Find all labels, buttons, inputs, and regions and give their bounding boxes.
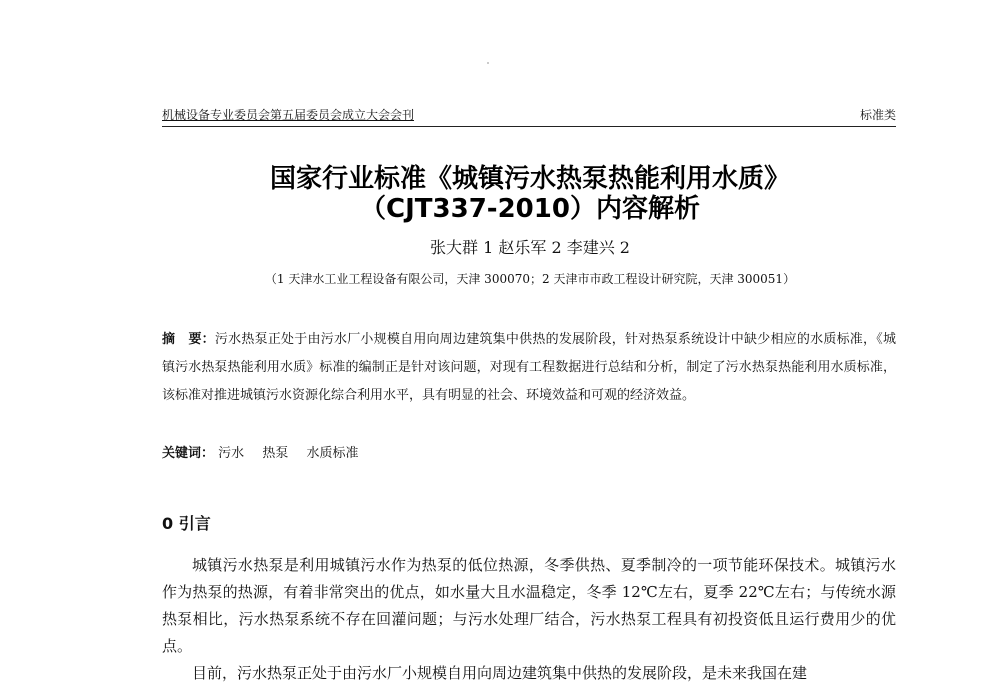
keywords [162,442,372,466]
paper-title-line-2: （CJT337-2010）内容解析 [360,194,700,224]
abstract-text: 污水热泵正处于由污水厂小规模自用向周边建筑集中供热的发展阶段，针对热泵系统设计中缺少相应的水质标准，《城镇污水热泵热能利用水质》标准的编制正是针对该问题，对现有工程数据进行总结和分析，制定了污水热泵热能利用水质标准，该标准对推进城镇污水资源化综合利用水平，具有明显的社会、环境效益和可观的经济效益。 [162,332,896,403]
keyword: 水质标准 [306,446,359,461]
paper-title-line-1: 国家行业标准《城镇污水热泵热能利用水质》 [269,164,790,194]
body-text [162,552,896,687]
keyword: 污水 [218,446,245,461]
keyword: 热泵 [262,446,289,461]
body-paragraph: 目前，污水热泵正处于由污水厂小规模自用向周边建筑集中供热的发展阶段，是未来我国在建 [192,664,808,682]
running-header-category: 标准类 [859,108,896,122]
author-affiliations: （1 天津水工业工程设备有限公司，天津 300070；2 天津市市政工程设计研究院，天津 300051） [264,272,796,286]
abstract-label: 摘 要： [162,332,215,347]
body-paragraph: 城镇污水热泵是利用城镇污水作为热泵的低位热源，冬季供热、夏季制冷的一项节能环保技术。城镇污水作为热泵的热源，有着非常突出的优点，如水量大且水温稳定，冬季 12℃左右，夏季 22℃左右；与传统水源热泵相比，污水热泵系统不存在回灌问题；与污水处理厂结合，污水热泵工程具有初投资低且运行费用少的优点。 [162,556,896,655]
running-header [162,106,896,127]
running-header-journal: 机械设备专业委员会第五届委员会成立大会会刊 [162,108,415,122]
keywords-label: 关键词： [162,446,215,461]
scan-speck [487,62,489,64]
section-heading: 0 引言 [162,514,211,533]
abstract [162,326,896,410]
author-list: 张大群 1 赵乐军 2 李建兴 2 [430,238,630,257]
